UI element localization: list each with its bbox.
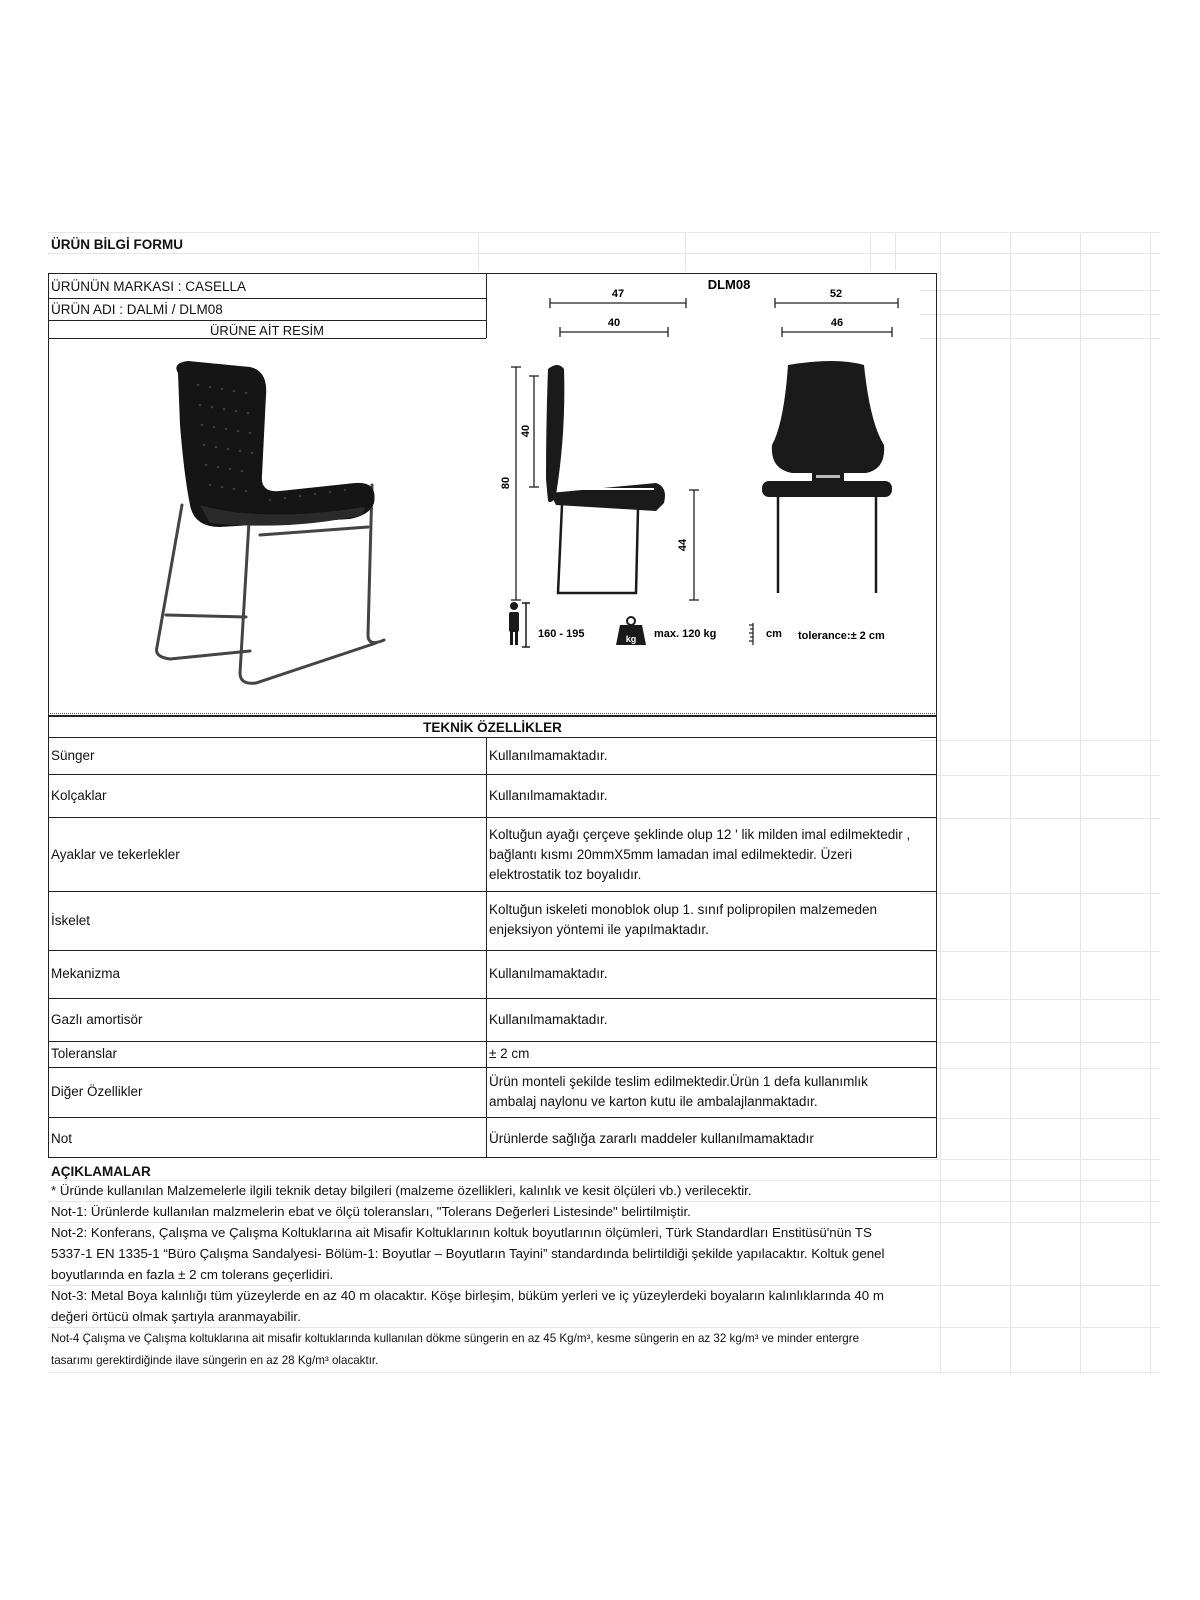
specs-heading: TEKNİK ÖZELLİKLER (423, 720, 562, 735)
grid-line (1010, 232, 1011, 1374)
technical-drawing (486, 273, 936, 698)
grid-line (48, 253, 1160, 254)
spec-label: İskelet (51, 913, 91, 928)
spec-value: elektrostatik toz boyalıdır. (489, 867, 642, 882)
spec-label: Sünger (51, 748, 95, 763)
grid-line (940, 232, 941, 1374)
spec-value: enjeksiyon yöntemi ile yapılmaktadır. (489, 922, 709, 937)
row-line (48, 774, 937, 775)
column-divider (486, 737, 487, 1158)
grid-line (920, 999, 1160, 1000)
spec-label: Mekanizma (51, 966, 121, 981)
grid-line (895, 232, 896, 270)
note-line: Not-1: Ürünlerde kullanılan malzmelerin ebat ve ölçü toleransları, "Tolerans Değerleri Listesinde" belirtilmiştir. (51, 1204, 691, 1219)
grid-line (920, 290, 1160, 291)
row-line (48, 950, 937, 951)
spec-value: Ürünlerde sağlığa zararlı maddeler kullanılmamaktadır (489, 1131, 814, 1146)
grid-line (1080, 232, 1081, 1374)
grid-line (685, 232, 686, 270)
front-view-chair-icon (762, 361, 892, 593)
note-line: Not-4 Çalışma ve Çalışma koltuklarına ait misafir koltuklarında kullanılan dökme süngerin en az 45 Kg/m³, kesme süngerin en az 32 kg/m³ ve minder entergre (51, 1332, 860, 1345)
ruler-icon (749, 623, 753, 645)
note-line: Not-3: Metal Boya kalınlığı tüm yüzeylerde en az 40 m olacaktır. Köşe birleşim, büküm yerleri ve iç yüzeylerdeki boyaların kalınlıklarında 40 m (51, 1288, 884, 1303)
row-line (48, 1041, 937, 1042)
grid-line (48, 1372, 1160, 1373)
unit-label: cm (766, 628, 782, 640)
spec-value: Kullanılmamaktadır. (489, 788, 608, 803)
dim-seat-left: 40 (607, 317, 621, 329)
note-line: boyutlarında en fazla ± 2 cm tolerans geçerlidiri. (51, 1267, 334, 1282)
model-code: DLM08 (707, 277, 751, 292)
dim-top-right: 52 (829, 288, 843, 300)
note-line: tasarımı gerektirdiğinde ilave süngerin en az 28 Kg/m³ olacaktır. (51, 1354, 379, 1367)
grid-line (920, 314, 1160, 315)
grid-line (1150, 232, 1151, 1374)
spec-value: Koltuğun iskeleti monoblok olup 1. sınıf polipropilen malzemeden (489, 902, 877, 917)
image-label: ÜRÜNE AİT RESİM (210, 323, 324, 338)
user-height-icon (509, 602, 530, 647)
grid-line (478, 232, 479, 270)
notes-heading: AÇIKLAMALAR (51, 1164, 151, 1179)
spec-label: Toleranslar (51, 1046, 118, 1061)
grid-line (870, 232, 871, 270)
spec-value: Kullanılmamaktadır. (489, 1012, 608, 1027)
kg-badge: kg (625, 634, 637, 644)
row-line (48, 891, 937, 892)
spec-value: bağlantı kısmı 20mmX5mm lamadan imal edilmektedir. Üzeri (489, 847, 853, 862)
grid-line (48, 232, 1160, 233)
chair-photo (140, 355, 400, 695)
brand-label: ÜRÜNÜN MARKASI : CASELLA (51, 279, 247, 294)
spec-label: Diğer Özellikler (51, 1084, 143, 1099)
note-line: Not-2: Konferans, Çalışma ve Çalışma Koltuklarına ait Misafir Koltuklarının koltuk boyutlarının ölçümleri, Türk Standardları Enstitüsü'nün TS (51, 1225, 872, 1240)
spec-value: Koltuğun ayağı çerçeve şeklinde olup 12 ' lik milden imal edilmektedir , (489, 827, 911, 842)
image-separator (48, 713, 937, 714)
row-line (48, 320, 486, 321)
spec-label: Gazlı amortisör (51, 1012, 143, 1027)
grid-line (920, 1118, 1160, 1119)
form-title: ÜRÜN BİLGİ FORMU (51, 237, 183, 252)
row-line (48, 817, 937, 818)
row-line (48, 737, 937, 738)
grid-line (920, 1042, 1160, 1043)
row-line (48, 1067, 937, 1068)
chair-shell-icon (176, 361, 374, 527)
note-line: 5337-1 EN 1335-1 “Büro Çalışma Sandalyesi- Bölüm-1: Boyutlar – Boyutların Tayini” standardında belirtildiği şekilde yapılacaktır. Koltuk genel (51, 1246, 885, 1261)
grid-line (920, 1159, 1160, 1160)
spec-value: Ürün monteli şekilde teslim edilmektedir.Ürün 1 defa kullanımlık (489, 1074, 868, 1089)
grid-line (920, 775, 1160, 776)
row-line (48, 998, 937, 999)
row-line (48, 298, 486, 299)
grid-line (920, 893, 1160, 894)
dim-seat-right: 46 (830, 317, 844, 329)
side-view-chair-icon (546, 365, 665, 593)
spec-value: ± 2 cm (489, 1046, 530, 1061)
grid-line (920, 951, 1160, 952)
note-line: değeri örtücü olmak şartıyla aranmayabilir. (51, 1309, 301, 1324)
dim-seat-height: 44 (677, 538, 689, 552)
tolerance-label: tolerance:± 2 cm (798, 630, 885, 642)
grid-line (920, 740, 1160, 741)
spec-label: Kolçaklar (51, 788, 107, 803)
note-line: * Üründe kullanılan Malzemelerle ilgili teknik detay bilgileri (malzeme özellikleri, kalınlık ve kesit ölçüleri vb.) verilecektir. (51, 1183, 752, 1198)
spec-value: Kullanılmamaktadır. (489, 966, 608, 981)
grid-line (920, 338, 1160, 339)
dim-total-height: 80 (500, 476, 512, 490)
grid-line (920, 1068, 1160, 1069)
product-name-label: ÜRÜN ADI : DALMİ / DLM08 (51, 302, 223, 317)
user-height-range: 160 - 195 (538, 628, 585, 640)
spec-value: Kullanılmamaktadır. (489, 748, 608, 763)
grid-line (920, 818, 1160, 819)
dim-top-left: 47 (611, 288, 625, 300)
max-load: max. 120 kg (654, 628, 717, 640)
row-line (48, 1117, 937, 1118)
dim-back-height: 40 (520, 424, 532, 438)
spec-label: Not (51, 1131, 73, 1146)
spec-label: Ayaklar ve tekerlekler (51, 847, 180, 862)
spec-value: ambalaj naylonu ve karton kutu ile ambalajlanmaktadır. (489, 1094, 818, 1109)
